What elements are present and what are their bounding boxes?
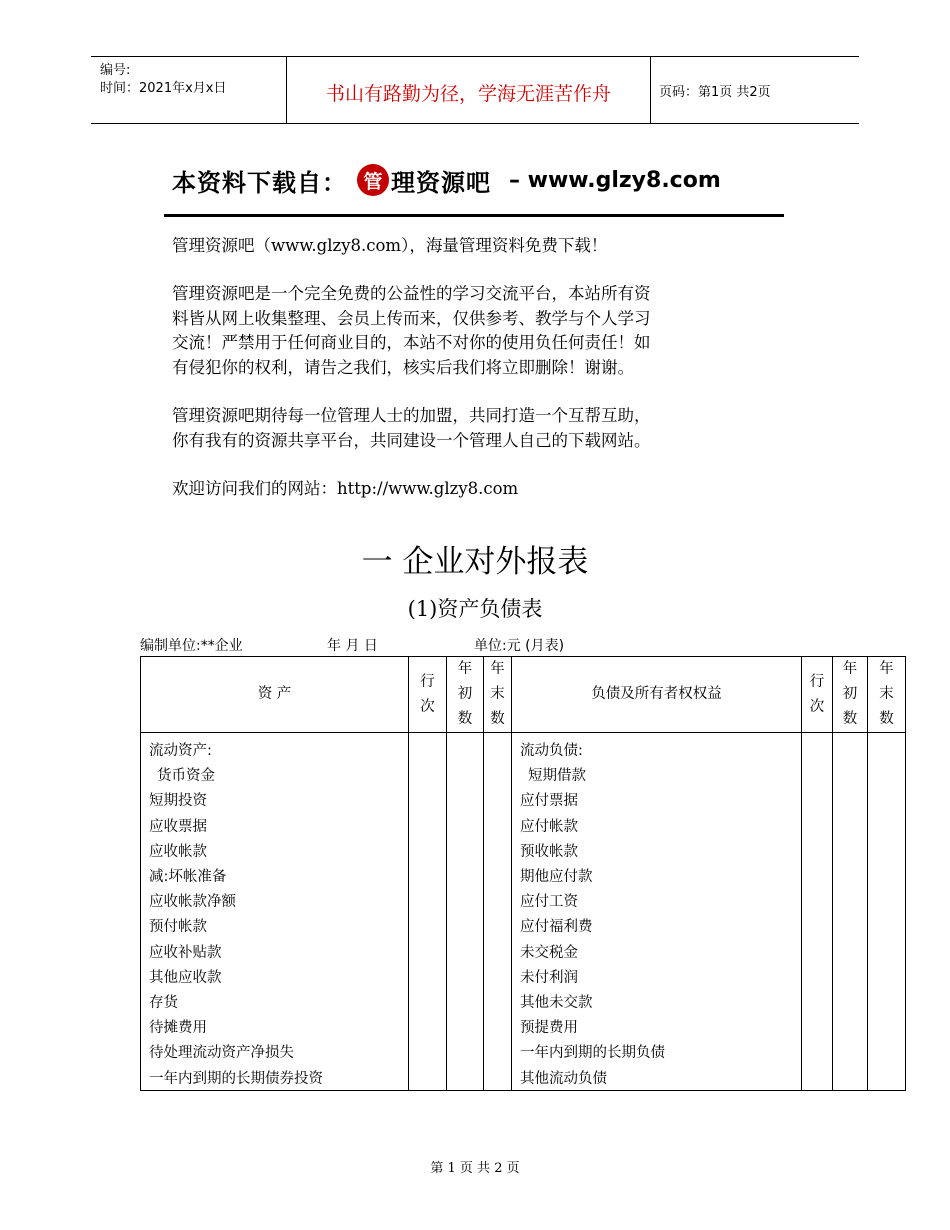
liability-item: 其他未交款 [512, 989, 802, 1014]
liability-item: 应付工资 [512, 888, 802, 913]
end-balance-cell [868, 813, 906, 838]
asset-item: 应收票据 [141, 813, 409, 838]
end-balance-cell [484, 989, 512, 1014]
end-balance-cell [484, 787, 512, 812]
end-balance-cell [868, 1039, 906, 1064]
liability-item: 预提费用 [512, 1014, 802, 1039]
table-row [141, 762, 906, 787]
row-no-header: 行次 [802, 657, 833, 733]
table-row [141, 964, 906, 989]
end-balance-header: 年末数 [484, 657, 512, 733]
table-row [141, 1039, 906, 1064]
end-balance-cell [484, 863, 512, 888]
end-balance-cell [484, 1064, 512, 1090]
table-row [141, 838, 906, 863]
row-no-cell [802, 733, 833, 763]
row-no-cell [802, 913, 833, 938]
notice-p2-line: 有侵犯你的权利，请告之我们，核实后我们将立即删除！谢谢。 [172, 357, 634, 377]
banner-url[interactable]: – www.glzy8.com [509, 167, 721, 193]
notice-line1: 管理资源吧（www.glzy8.com），海量管理资料免费下载！ [172, 236, 608, 255]
end-balance-cell [868, 939, 906, 964]
doc-time: 时间：2021年x月x日 [100, 81, 227, 96]
row-no-cell [409, 1014, 447, 1039]
begin-balance-cell [447, 1064, 484, 1090]
begin-balance-cell [447, 888, 484, 913]
row-no-cell [409, 913, 447, 938]
row-no-cell [409, 939, 447, 964]
begin-balance-cell [833, 989, 868, 1014]
liabilities-header: 负债及所有者权权益 [512, 657, 802, 733]
table-header-row [141, 657, 906, 733]
row-no-cell [802, 888, 833, 913]
begin-balance-header: 年初数 [447, 657, 484, 733]
begin-balance-cell [833, 762, 868, 787]
begin-balance-cell [447, 762, 484, 787]
row-no-cell [409, 888, 447, 913]
row-no-cell [802, 762, 833, 787]
row-no-cell [802, 787, 833, 812]
begin-balance-cell [833, 838, 868, 863]
table-row [141, 813, 906, 838]
row-no-cell [409, 1064, 447, 1090]
begin-balance-cell [833, 813, 868, 838]
row-no-cell [409, 989, 447, 1014]
liability-item: 应付帐款 [512, 813, 802, 838]
notice-paragraph-3 [172, 404, 792, 453]
end-balance-cell [868, 913, 906, 938]
row-no-cell [409, 964, 447, 989]
row-no-cell [802, 1014, 833, 1039]
header-left-cell [91, 57, 287, 123]
table-row [141, 863, 906, 888]
liability-item: 未交税金 [512, 939, 802, 964]
begin-balance-cell [447, 1014, 484, 1039]
end-balance-cell [484, 838, 512, 863]
end-balance-cell [868, 888, 906, 913]
row-no-cell [802, 813, 833, 838]
asset-item: 其他应收款 [141, 964, 409, 989]
section-title: 一 企业对外报表 [361, 544, 589, 580]
notice-p2-line: 料皆从网上收集整理、会员上传而来，仅供参考、教学与个人学习 [172, 308, 651, 328]
row-no-cell [409, 762, 447, 787]
notice-p2-line: 管理资源吧是一个完全免费的公益性的学习交流平台，本站所有资 [172, 284, 651, 303]
row-no-cell [409, 863, 447, 888]
begin-balance-cell [447, 1039, 484, 1064]
row-no-cell [802, 1064, 833, 1090]
table-row [141, 989, 906, 1014]
end-balance-cell [868, 762, 906, 787]
banner-divider [164, 214, 784, 217]
row-no-cell [409, 813, 447, 838]
row-no-cell [802, 939, 833, 964]
end-balance-cell [868, 787, 906, 812]
begin-balance-cell [447, 863, 484, 888]
begin-balance-cell [447, 838, 484, 863]
begin-balance-cell [447, 913, 484, 938]
liability-item: 未付利润 [512, 964, 802, 989]
table-row [141, 939, 906, 964]
row-no-cell [802, 863, 833, 888]
site-logo-icon: 管 [357, 164, 389, 196]
end-balance-cell [868, 838, 906, 863]
currency-unit: 单位:元 (月表) [474, 638, 565, 654]
end-balance-cell [484, 1039, 512, 1064]
row-no-cell [802, 1039, 833, 1064]
row-no-cell [409, 838, 447, 863]
end-balance-cell [868, 863, 906, 888]
liability-item: 其他流动负债 [512, 1064, 802, 1090]
asset-item: 货币资金 [141, 762, 409, 787]
end-balance-cell [868, 989, 906, 1014]
balance-sheet-table [140, 656, 906, 1091]
end-balance-cell [868, 1064, 906, 1090]
table-row [141, 1014, 906, 1039]
row-no-cell [802, 838, 833, 863]
table-row [141, 733, 906, 763]
liability-item: 应付福利费 [512, 913, 802, 938]
page-footer: 第 1 页 共 2 页 [430, 1161, 520, 1176]
end-balance-header: 年末数 [868, 657, 906, 733]
begin-balance-cell [833, 1039, 868, 1064]
asset-item: 待摊费用 [141, 1014, 409, 1039]
assets-header: 资 产 [141, 657, 409, 733]
notice-p2-line: 交流！严禁用于任何商业目的，本站不对你的使用负任何责任！如 [172, 333, 651, 352]
end-balance-cell [484, 964, 512, 989]
liability-item: 短期借款 [512, 762, 802, 787]
liability-item: 流动负债: [512, 733, 802, 763]
end-balance-cell [484, 762, 512, 787]
asset-item: 存货 [141, 989, 409, 1014]
begin-balance-cell [447, 813, 484, 838]
begin-balance-cell [833, 787, 868, 812]
begin-balance-cell [833, 888, 868, 913]
begin-balance-cell [833, 913, 868, 938]
begin-balance-cell [833, 1014, 868, 1039]
page-info: 页码：第1页 共2页 [659, 85, 771, 100]
asset-item: 应收补贴款 [141, 939, 409, 964]
end-balance-cell [484, 733, 512, 763]
report-date: 年 月 日 [327, 638, 378, 654]
doc-number: 编号: [100, 63, 131, 78]
row-no-header: 行次 [409, 657, 447, 733]
header-page-cell [651, 57, 859, 123]
table-row [141, 913, 906, 938]
asset-item: 待处理流动资产净损失 [141, 1039, 409, 1064]
motto: 书山有路勤为径，学海无涯苦作舟 [325, 83, 611, 105]
header-motto-cell [287, 57, 651, 123]
asset-item: 应收帐款 [141, 838, 409, 863]
table-row [141, 888, 906, 913]
notice-paragraph-2 [172, 282, 792, 380]
end-balance-cell [868, 964, 906, 989]
begin-balance-cell [833, 863, 868, 888]
end-balance-cell [868, 1014, 906, 1039]
notice-p3-line: 管理资源吧期待每一位管理人士的加盟，共同打造一个互帮互助， [172, 406, 651, 425]
asset-item: 一年内到期的长期债券投资 [141, 1064, 409, 1090]
begin-balance-cell [447, 787, 484, 812]
banner-site-name: 理资源吧 [391, 168, 491, 197]
end-balance-cell [484, 913, 512, 938]
begin-balance-cell [833, 939, 868, 964]
row-no-cell [409, 1039, 447, 1064]
end-balance-cell [484, 813, 512, 838]
begin-balance-cell [833, 733, 868, 763]
begin-balance-cell [447, 733, 484, 763]
table-row [141, 787, 906, 812]
row-no-cell [802, 964, 833, 989]
table-title: (1)资产负债表 [407, 597, 543, 621]
begin-balance-header: 年初数 [833, 657, 868, 733]
row-no-cell [409, 787, 447, 812]
welcome-line: 欢迎访问我们的网站：http://www.glzy8.com [172, 479, 519, 498]
begin-balance-cell [447, 964, 484, 989]
asset-item: 应收帐款净额 [141, 888, 409, 913]
liability-item: 应付票据 [512, 787, 802, 812]
begin-balance-cell [833, 964, 868, 989]
compiling-unit: 编制单位:**企业 [140, 638, 243, 654]
end-balance-cell [484, 888, 512, 913]
liability-item: 一年内到期的长期负债 [512, 1039, 802, 1064]
liability-item: 期他应付款 [512, 863, 802, 888]
asset-item: 短期投资 [141, 787, 409, 812]
banner-prefix: 本资料下载自： [172, 168, 347, 197]
end-balance-cell [484, 1014, 512, 1039]
asset-item: 减:坏帐准备 [141, 863, 409, 888]
begin-balance-cell [833, 1064, 868, 1090]
row-no-cell [409, 733, 447, 763]
end-balance-cell [868, 733, 906, 763]
table-row [141, 1064, 906, 1090]
begin-balance-cell [447, 939, 484, 964]
row-no-cell [802, 989, 833, 1014]
begin-balance-cell [447, 989, 484, 1014]
asset-item: 预付帐款 [141, 913, 409, 938]
asset-item: 流动资产: [141, 733, 409, 763]
download-banner [172, 160, 721, 200]
notice-p3-line: 你有我有的资源共享平台，共同建设一个管理人自己的下载网站。 [172, 430, 651, 450]
liability-item: 预收帐款 [512, 838, 802, 863]
end-balance-cell [484, 939, 512, 964]
page-header [91, 56, 859, 124]
